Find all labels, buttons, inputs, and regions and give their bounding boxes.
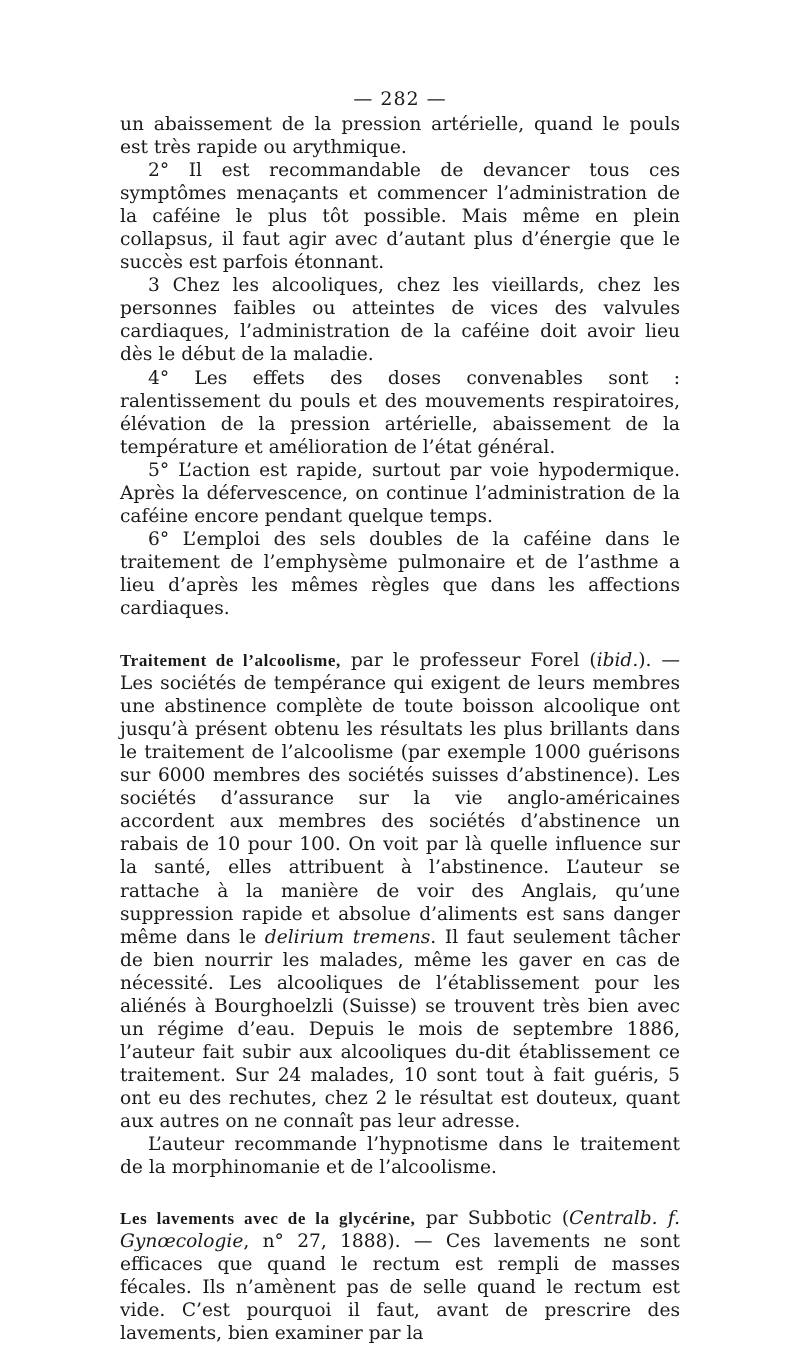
paragraph-continuation: un abaissement de la pression artérielle, quand le pouls est très rapide ou arythmique. xyxy=(120,114,680,159)
paragraph-point-6: 6° L’emploi des sels doubles de la caféine dans le traitement de l’emphysème pulmonaire et de l’asthme a lieu d’après les mêmes règles que dans les affections cardiaques. xyxy=(120,528,680,619)
section-alcoolisme xyxy=(120,649,680,1133)
byline-subbotic: par Subbotic ( xyxy=(415,1208,570,1230)
byline-end: ). xyxy=(638,650,652,672)
journal-issue: , n° 27, 1888). xyxy=(243,1231,401,1253)
paragraph-point-3: 3 Chez les alcooliques, chez les vieillards, chez les personnes faibles ou atteintes de vices des valvules cardiaques, l’administration de la caféine doit avoir lieu dès le début de la maladie. xyxy=(120,275,680,366)
paragraph-point-4: 4° Les effets des doses convenables sont : ralentissement du pouls et des mouvements respiratoires, élévation de la pression artérielle, abaissement de la température et amélioration de l’état général. xyxy=(120,367,680,458)
section-lavements xyxy=(120,1207,680,1345)
section-title-lavements: Les lavements avec de la glycérine, xyxy=(120,1209,416,1229)
lavements-text: — Ces lavements ne sont efficaces que quand le rectum est rempli de masses fécales. Ils n’amènent pas de selle quand le rectum est vide. C’est pourquoi il faut, avant de prescrire des lavements, bien examiner par la xyxy=(120,1231,680,1345)
journal-reference: Centralb. f. Gynœcologie xyxy=(120,1208,680,1253)
alcoolisme-text-a: — Les sociétés de tempérance qui exigent de leurs membres une abstinence complète de toute boisson alcoolique ont jusqu’à présent obtenu les résultats les plus brillants dans le traitement de l’alcoolisme (par exemple 1000 guérisons sur 6000 membres des sociétés suisses d’abstinence). Les sociétés d’assurance sur la vie anglo-américaines accordent aux membres des sociétés d’abstinence un rabais de 10 pour 100. On voit par là quelle influence sur la santé, elles attribuent à l’abstinence. L’auteur se rattache à la manière de voir des Anglais, qu’une suppression rapide et absolue d’aliments est sans danger même dans le xyxy=(120,650,680,948)
alcoolisme-text-b: . Il faut seulement tâcher de bien nourrir les malades, même les gaver en cas de nécessité. Les alcooliques de l’établissement pour les aliénés à Bourghoelzli (Suisse) se trouvent très bien avec un régime d’eau. Depuis le mois de septembre 1886, l’auteur fait subir aux alcooliques du-dit établissement ce traitement. Sur 24 malades, 10 sont tout à fait guéris, 5 ont eu des rechutes, chez 2 le résultat est douteux, quant aux autres on ne connaît pas leur adresse. xyxy=(120,926,681,1132)
paragraph-point-5: 5° L’action est rapide, surtout par voie hypodermique. Après la défervescence, on continue l’administration de la caféine encore pendant quelque temps. xyxy=(120,459,680,527)
paragraph-hypnotisme: L’auteur recommande l’hypnotisme dans le traitement de la morphinomanie et de l’alcoolisme. xyxy=(120,1134,680,1179)
section-spacer xyxy=(120,1179,680,1207)
page-number: — 282 — xyxy=(353,88,447,110)
ibid-reference: ibid. xyxy=(596,650,639,672)
section-spacer xyxy=(120,620,680,649)
page-body xyxy=(120,113,680,1345)
paragraph-point-2: 2° Il est recommandable de devancer tous ces symptômes menaçants et commencer l’administration de la caféine le plus tôt possible. Mais même en plein collapsus, il faut agir avec d’autant plus d’énergie que le succès est parfois étonnant. xyxy=(120,160,680,274)
section-title-alcoolisme: Traitement de l’alcoolisme, xyxy=(120,651,341,671)
delirium-tremens-term: delirium tremens xyxy=(264,926,431,948)
byline-forel: par le professeur Forel ( xyxy=(340,650,597,672)
